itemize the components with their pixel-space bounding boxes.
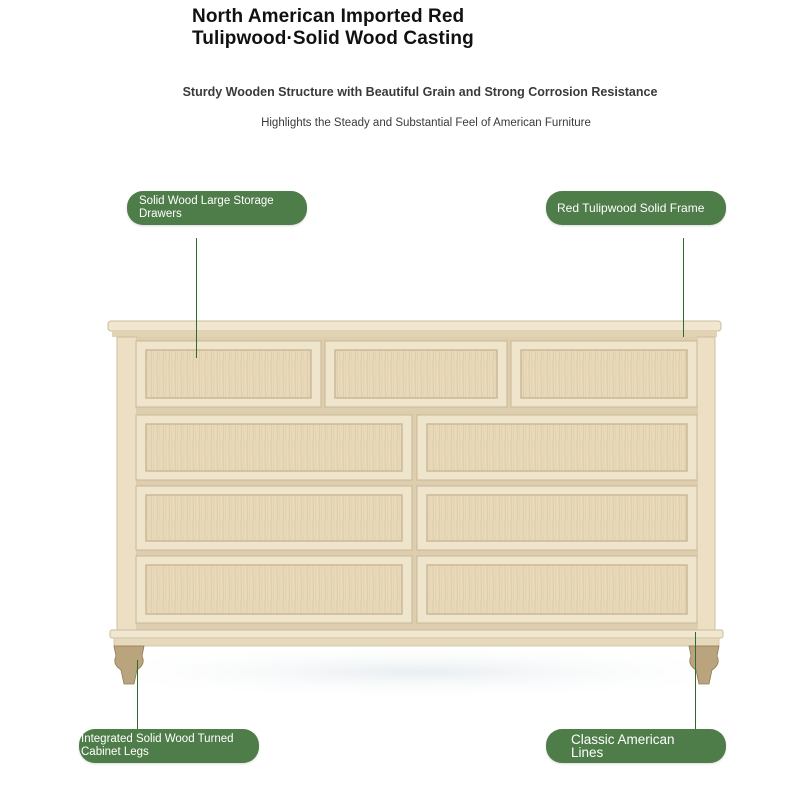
dresser-base (110, 630, 723, 646)
leader-line-lines (695, 632, 696, 730)
leader-line-legs (137, 660, 138, 730)
subtitle: Sturdy Wooden Structure with Beautiful Grain and Strong Corrosion Resistance (182, 85, 658, 99)
callout-classic-lines-text: Classic American Lines (571, 732, 675, 760)
callout-turned-legs (79, 729, 259, 763)
drawer-rows-large (136, 415, 697, 623)
dresser-top (108, 321, 721, 337)
callout-turned-legs-text: Integrated Solid Wood Turned Cabinet Legs (81, 733, 234, 758)
floor-shadow (58, 644, 778, 700)
callout-storage-drawers-text: Solid Wood Large Storage Drawers (139, 195, 274, 220)
callout-classic-lines (546, 729, 726, 763)
title-line-2: Tulipwood·Solid Wood Casting (192, 28, 474, 49)
leader-line-frame (683, 238, 684, 337)
drawer-row-top (136, 341, 697, 407)
tagline: Highlights the Steady and Substantial Feel of American Furniture (261, 117, 591, 129)
title-line-1: North American Imported Red (192, 6, 465, 27)
callout-solid-frame (546, 191, 726, 225)
callout-solid-frame-text: Red Tulipwood Solid Frame (557, 201, 705, 215)
callout-storage-drawers (127, 191, 307, 225)
leader-line-drawers (196, 238, 197, 358)
